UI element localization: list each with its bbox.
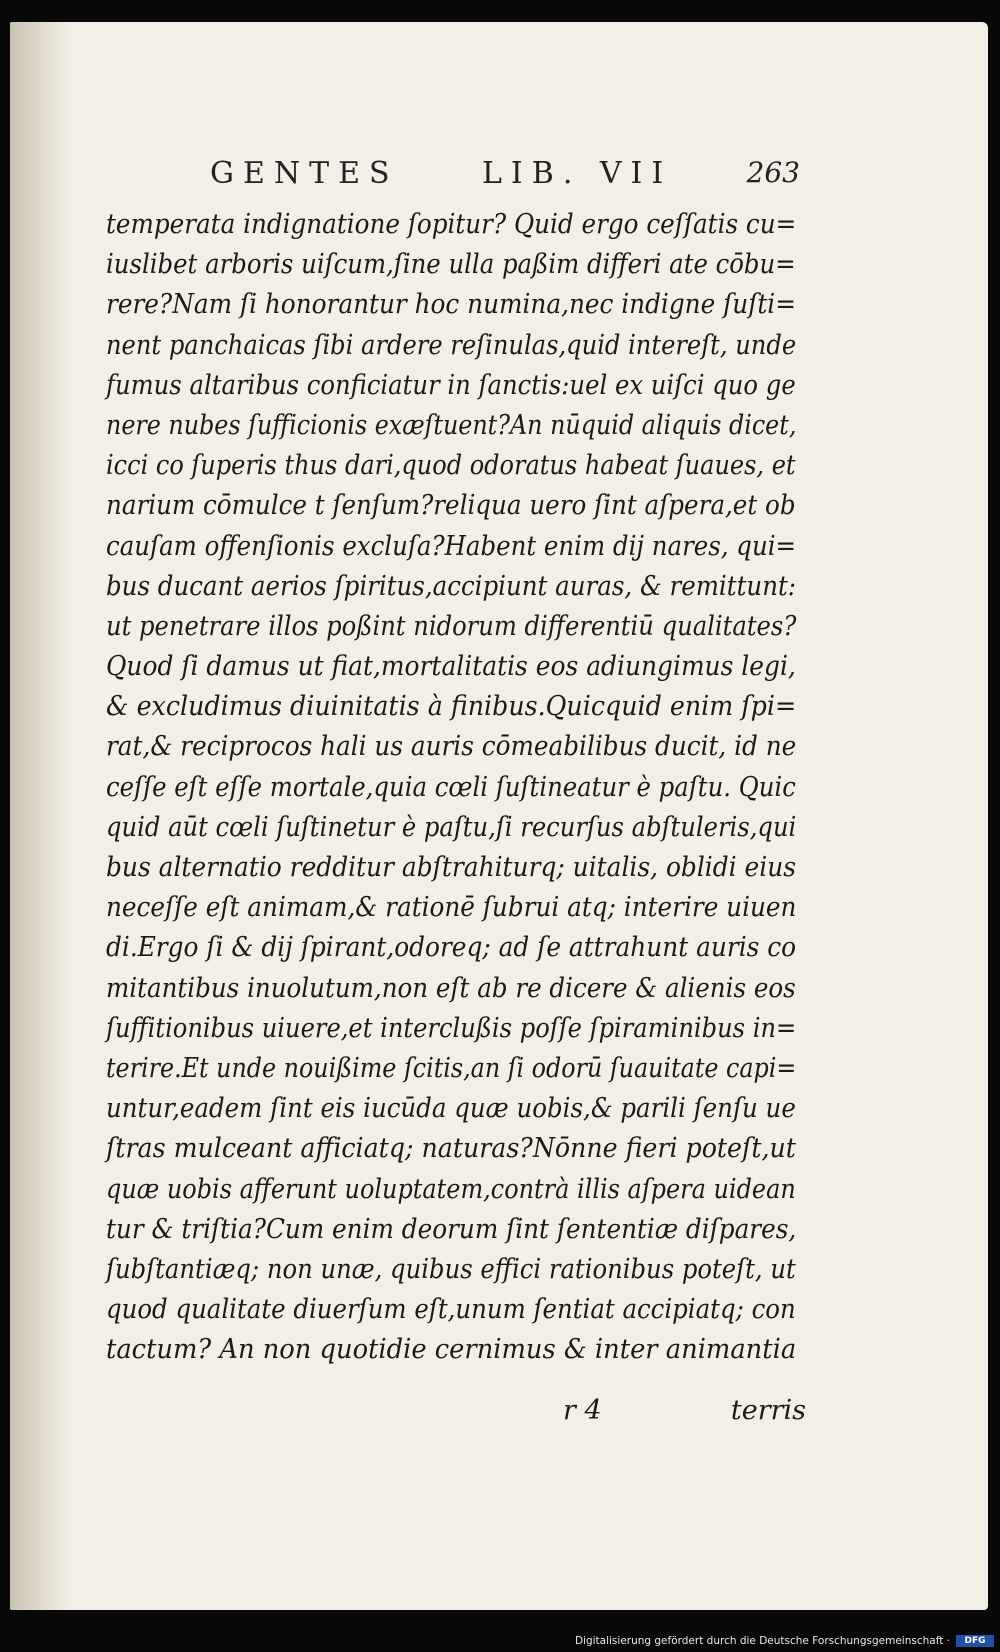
page-gutter-shadow (10, 22, 70, 1610)
text-line: nere nubes ſufficionis exæſtuent?An nūquid aliquis dicet, (106, 409, 797, 441)
text-line: bus ducant aerios ſpiritus,accipiunt auras, & remittunt: (106, 570, 797, 602)
text-line: ceſſe eſt eſſe mortale,quia cœli ſuſtineatur è paſtu. Quic (106, 771, 796, 803)
text-line: ut penetrare illos poßint nidorum differentiū qualitates? (106, 610, 797, 642)
text-line: mitantibus inuolutum,non eſt ab re dicere & alienis eos (106, 972, 796, 1004)
text-line: bus alternatio redditur abſtrahiturq; uitalis, oblidi eius (106, 852, 796, 883)
text-line: quod qualitate diuerſum eſt,unum ſentiat accipiatq; con (106, 1294, 796, 1326)
catchword: terris (730, 1395, 806, 1426)
body-text (106, 205, 806, 1370)
book-page (10, 22, 988, 1610)
text-line: quid aūt cœli ſuſtinetur è paſtu,ſi recurſus abſtuleris,qui (106, 811, 797, 843)
text-line: di.Ergo ſi & dij ſpirant,odoreq; ad ſe attrahunt auris co (106, 932, 797, 964)
text-line: tactum? An non quotidie cernimus & inter animantia (106, 1334, 797, 1366)
text-line: rere?Nam ſi honorantur hoc numina,nec indigne ſuſti= (106, 289, 796, 321)
text-line: narium cōmulce t ſenſum?reliqua uero ſint aſpera,et ob (106, 490, 796, 522)
text-line: ſtras mulceant afficiatq; naturas?Nōnne fieri poteſt,ut (106, 1133, 796, 1165)
digitization-credit: Digitalisierung gefördert durch die Deutsche Forschungsgemeinschaft · (574, 1635, 950, 1647)
text-line: temperata indignatione ſopitur? Quid ergo ceſſatis cu= (106, 209, 797, 240)
text-line: iuslibet arboris uiſcum,ſine ulla paßim differi ate cōbu= (106, 249, 796, 281)
text-line: quæ uobis afferunt uoluptatem,contrà illis aſpera uidean (106, 1173, 796, 1205)
running-header (210, 156, 800, 196)
text-line: tur & triſtia?Cum enim deorum ſint ſententiæ diſpares, (106, 1213, 797, 1245)
page-footer (106, 1395, 806, 1435)
text-line: nent panchaicas ſibi ardere reſinulas,quid intereſt, unde (106, 329, 797, 361)
text-line: cauſam offenſionis excluſa?Habent enim dij nares, qui= (106, 530, 797, 562)
text-line: terire.Et unde nouißime ſcitis,an ſi odorū ſuauitate capi= (106, 1052, 797, 1084)
text-line: neceſſe eſt animam,& rationē ſubrui atq; interire uiuen (106, 892, 797, 924)
text-line: untur,eadem ſint eis iucūda quæ uobis,& parili ſenſu ue (106, 1093, 796, 1125)
page-number: 263 (746, 156, 800, 189)
text-line: rat,& reciprocos hali us auris cōmeabilibus ducit, id ne (106, 731, 797, 763)
running-title: GENTES (210, 156, 399, 191)
text-line: & excludimus diuinitatis à finibus.Quicquid enim ſpi= (106, 691, 797, 723)
signature-mark: r 4 (563, 1395, 602, 1426)
text-line: icci co ſuperis thus dari,quod odoratus habeat ſuaues, et (106, 450, 796, 482)
text-line: fumus altaribus conficiatur in ſanctis:uel ex uiſci quo ge (106, 369, 796, 401)
text-line: ſuffitionibus uiuere,et interclußis poſſe ſpiraminibus in= (106, 1012, 797, 1044)
text-line: ſubſtantiæq; non unæ, quibus effici rationibus poteſt, ut (106, 1253, 796, 1285)
dfg-logo: DFG (956, 1635, 994, 1647)
text-line: Quod ſi damus ut fiat,mortalitatis eos adiungimus legi, (106, 651, 796, 683)
book-label: LIB. VII (482, 156, 673, 191)
